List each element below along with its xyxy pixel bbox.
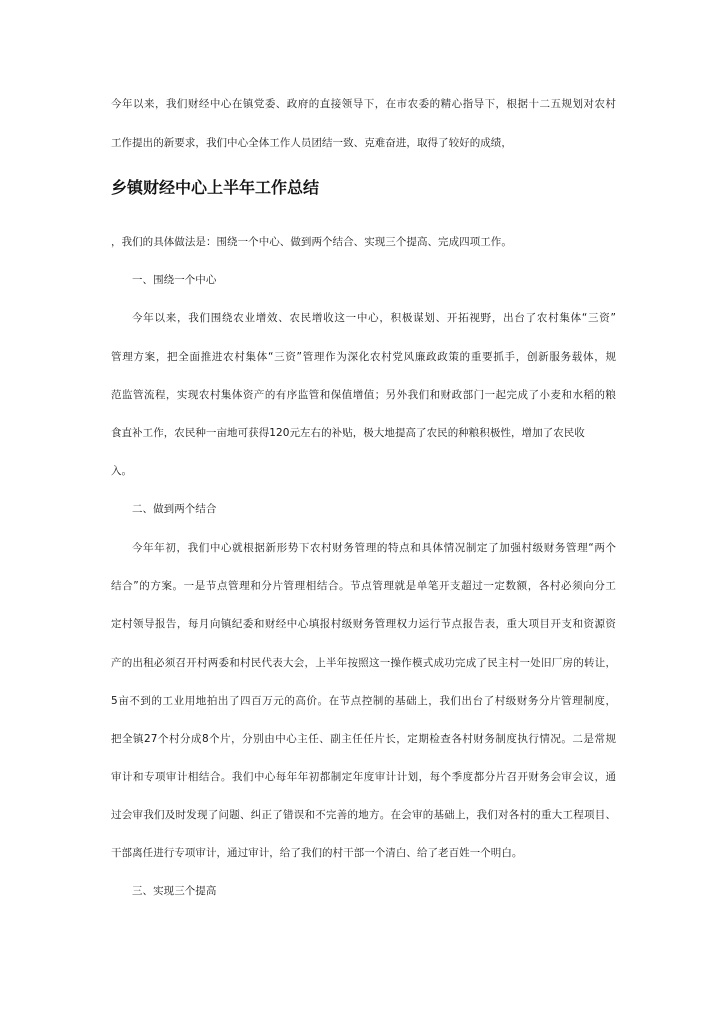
- section2-line-6: 把全镇27个村分成8个片，分别由中心主任、副主任任片长，定期检查各村财务制度执行情况。二是常规: [111, 733, 616, 745]
- section2-line-5: 5亩不到的工业用地拍出了四百万元的高价。在节点控制的基础上，我们出台了村级财务分片管理制度，: [111, 695, 616, 707]
- section2-line-7: 审计和专项审计相结合。我们中心每年年初都制定年度审计计划，每个季度都分片召开财务会审会议，通: [111, 771, 616, 783]
- document-title: 乡镇财经中心上半年工作总结: [111, 178, 320, 197]
- section1-line-4: 食直补工作，农民种一亩地可获得120元左右的补贴，极大地提高了农民的种粮积极性，增加了农民收: [111, 427, 585, 439]
- section1-line-2: 管理方案，把全面推进农村集体“三资”管理作为深化农村党风廉政政策的重要抓手，创新服务载体，规: [111, 351, 616, 363]
- section2-line-4: 产的出租必须召开村两委和村民代表大会，上半年按照这一操作模式成功完成了民主村一处旧厂房的转让，: [111, 657, 616, 669]
- section2-line-1: 今年年初，我们中心就根据新形势下农村财务管理的特点和具体情况制定了加强村级财务管理“两个: [132, 542, 616, 554]
- section1-line-3: 范监管流程，实现农村集体资产的有序监管和保值增值；另外我们和财政部门一起完成了小麦和水稻的粮: [111, 389, 616, 401]
- section1-line-5: 入。: [111, 465, 133, 477]
- summary-line: ，我们的具体做法是：围绕一个中心、做到两个结合、实现三个提高、完成四项工作。: [111, 236, 512, 248]
- section2-line-2: 结合”的方案。一是节点管理和分片管理相结合。节点管理就是单笔开支超过一定数额，各村必须向分工: [111, 580, 616, 592]
- section1-line-1: 今年以来，我们围绕农业增效、农民增收这一中心，积极谋划、开拓视野，出台了农村集体“三资”: [132, 312, 616, 324]
- section2-line-8: 过会审我们及时发现了问题、纠正了错误和不完善的地方。在会审的基础上，我们对各村的重大工程项目、: [111, 809, 616, 821]
- section1-heading: 一、围绕一个中心: [132, 274, 217, 286]
- section2-line-3: 定村领导报告，每月向镇纪委和财经中心填报村级财务管理权力运行节点报告表，重大项目开支和资源资: [111, 618, 616, 630]
- intro-line-2: 工作提出的新要求，我们中心全体工作人员团结一致、克难奋进，取得了较好的成绩，: [111, 137, 512, 149]
- section2-heading: 二、做到两个结合: [132, 503, 217, 515]
- section3-heading: 三、实现三个提高: [132, 885, 217, 897]
- intro-line-1: 今年以来，我们财经中心在镇党委、政府的直接领导下，在市农委的精心指导下，根据十二五规划对农村: [111, 98, 616, 110]
- section2-line-9: 干部离任进行专项审计，通过审计，给了我们的村干部一个清白、给了老百姓一个明白。: [111, 847, 523, 859]
